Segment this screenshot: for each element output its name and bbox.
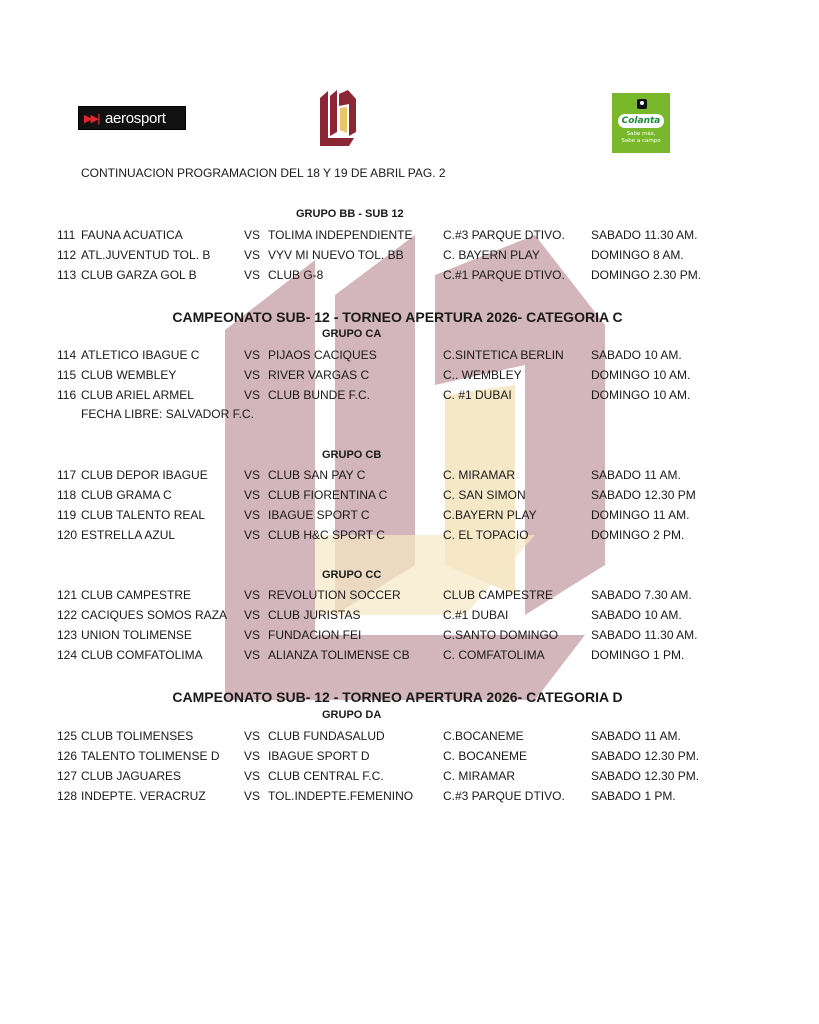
group-title-da: GRUPO DA xyxy=(322,709,382,721)
aerosport-mark-icon: ▶▶| xyxy=(84,111,99,125)
match-row: 115 CLUB WEMBLEY VS RIVER VARGAS C C.. WEMBLEY DOMINGO 10 AM. xyxy=(57,368,691,382)
group-title-cc: GRUPO CC xyxy=(322,569,382,581)
match-row: 120 ESTRELLA AZUL VS CLUB H&C SPORT C C. EL TOPACIO DOMINGO 2 PM. xyxy=(57,528,685,542)
match-row: 128 INDEPTE. VERACRUZ VS TOL.INDEPTE.FEMENINO C.#3 PARQUE DTIVO. SABADO 1 PM. xyxy=(57,789,676,803)
aerosport-logo: ▶▶| aerosport xyxy=(78,106,186,130)
match-row: 122 CACIQUES SOMOS RAZA VS CLUB JURISTAS C.#1 DUBAI SABADO 10 AM. xyxy=(57,608,682,622)
group-title-ca: GRUPO CA xyxy=(322,328,382,340)
category-title-c: CAMPEONATO SUB- 12 - TORNEO APERTURA 2026- CATEGORIA C xyxy=(172,309,623,325)
match-row: 113 CLUB GARZA GOL B VS CLUB G-8 C.#1 PARQUE DTIVO. DOMINGO 2.30 PM. xyxy=(57,268,702,282)
match-row: 111 FAUNA ACUATICA VS TOLIMA INDEPENDIENTE C.#3 PARQUE DTIVO. SABADO 11.30 AM. xyxy=(57,228,698,242)
bye-note: FECHA LIBRE: SALVADOR F.C. xyxy=(81,407,254,421)
match-row: 125 CLUB TOLIMENSES VS CLUB FUNDASALUD C.BOCANEME SABADO 11 AM. xyxy=(57,729,681,743)
match-row: 114 ATLETICO IBAGUE C VS PIJAOS CACIQUES C.SINTETICA BERLIN SABADO 10 AM. xyxy=(57,348,682,362)
league-logo xyxy=(318,88,358,150)
match-row: 117 CLUB DEPOR IBAGUE VS CLUB SAN PAY C C. MIRAMAR SABADO 11 AM. xyxy=(57,468,681,482)
group-title-bb: GRUPO BB - SUB 12 xyxy=(296,208,404,220)
match-row: 126 TALENTO TOLIMENSE D VS IBAGUE SPORT D C. BOCANEME SABADO 12.30 PM. xyxy=(57,749,700,763)
match-row: 112 ATL.JUVENTUD TOL. B VS VYV MI NUEVO TOL. BB C. BAYERN PLAY DOMINGO 8 AM. xyxy=(57,248,684,262)
match-row: 121 CLUB CAMPESTRE VS REVOLUTION SOCCER CLUB CAMPESTRE SABADO 7.30 AM. xyxy=(57,588,692,602)
match-row: 119 CLUB TALENTO REAL VS IBAGUE SPORT C C.BAYERN PLAY DOMINGO 11 AM. xyxy=(57,508,690,522)
match-row: 118 CLUB GRAMA C VS CLUB FIORENTINA C C. SAN SIMON SABADO 12.30 PM xyxy=(57,488,696,502)
group-title-cb: GRUPO CB xyxy=(322,449,382,461)
match-row: 124 CLUB COMFATOLIMA VS ALIANZA TOLIMENSE CB C. COMFATOLIMA DOMINGO 1 PM. xyxy=(57,648,685,662)
cow-icon xyxy=(637,99,647,109)
page-subtitle: CONTINUACION PROGRAMACION DEL 18 Y 19 DE ABRIL PAG. 2 xyxy=(81,166,446,180)
match-row: 123 UNION TOLIMENSE VS FUNDACION FEI C.SANTO DOMINGO SABADO 11.30 AM. xyxy=(57,628,698,642)
match-row: 116 CLUB ARIEL ARMEL VS CLUB BUNDE F.C. C. #1 DUBAI DOMINGO 10 AM. xyxy=(57,388,691,402)
category-title-d: CAMPEONATO SUB- 12 - TORNEO APERTURA 2026- CATEGORIA D xyxy=(172,689,623,705)
match-row: 127 CLUB JAGUARES VS CLUB CENTRAL F.C. C. MIRAMAR SABADO 12.30 PM. xyxy=(57,769,700,783)
colanta-logo: Colanta Sabe más, Sabe a campo xyxy=(612,93,670,153)
